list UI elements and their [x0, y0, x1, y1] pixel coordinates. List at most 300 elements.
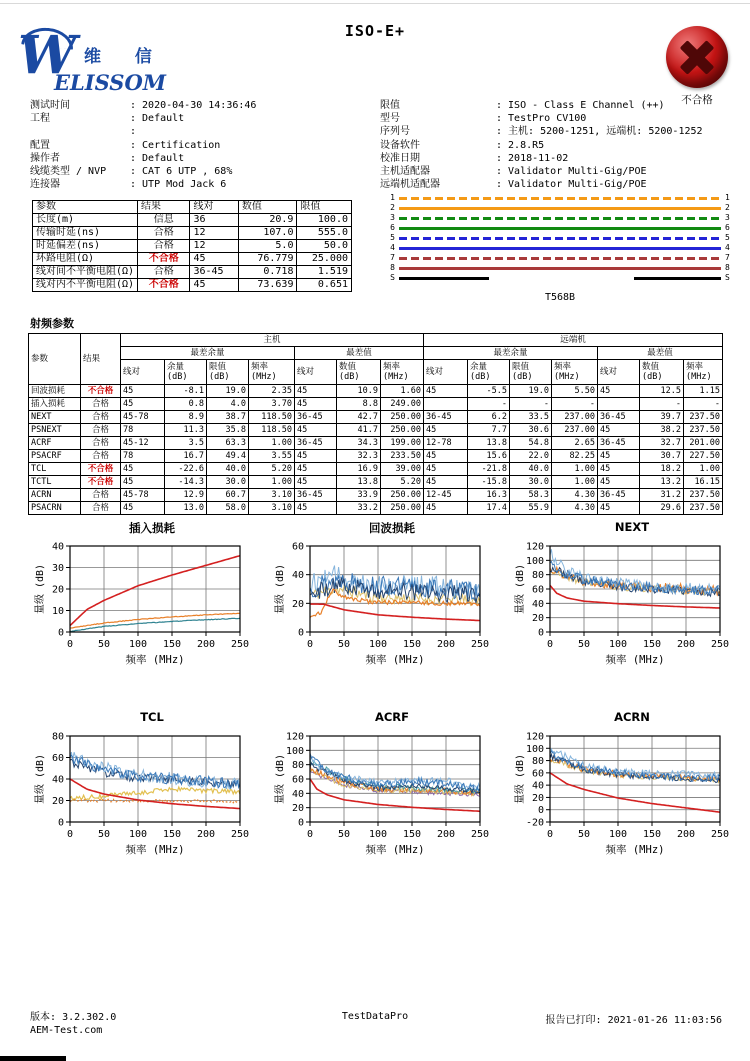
result-cell: 不合格 — [137, 279, 189, 292]
num-cell: 13.0 — [165, 502, 207, 515]
pin-label-left: 1 — [390, 193, 395, 202]
num-cell: 33.5 — [510, 411, 552, 424]
rf-col-header: 频率 (MHz) — [552, 360, 598, 385]
pair-cell: 45-78 — [121, 489, 165, 502]
pin-label-left: S — [390, 273, 395, 282]
x-tick-label: 0 — [66, 639, 74, 650]
result-cell: 不合格 — [81, 476, 121, 489]
num-cell: 1.00 — [249, 476, 295, 489]
result-cell: 合格 — [137, 227, 189, 240]
info-value: : Validator Multi-Gig/POE — [496, 179, 647, 191]
num-cell: 0.8 — [165, 398, 207, 411]
info-value: : UTP Mod Jack 6 — [130, 179, 227, 191]
rf-col-header: 余量 (dB) — [165, 360, 207, 385]
chart-title: 回波损耗 — [369, 521, 415, 535]
param-cell: NEXT — [29, 411, 81, 424]
x-tick-label: 250 — [470, 829, 490, 840]
y-axis-label: 量级 (dB) — [515, 563, 526, 615]
test-info-right — [380, 99, 703, 191]
value-cell: 76.779 — [238, 253, 297, 266]
pair-cell: 45 — [598, 424, 640, 437]
num-cell: 18.2 — [640, 463, 684, 476]
x-tick-label: 50 — [97, 639, 111, 650]
pair-cell: 45 — [424, 450, 468, 463]
pin-label-left: 4 — [390, 243, 395, 252]
rf-group-header: 远端机 — [424, 334, 723, 347]
x-axis-label: 频率 (MHz) — [125, 844, 185, 856]
pair-cell — [424, 398, 468, 411]
limit-cell: 1.519 — [297, 266, 352, 279]
pin-label-left: 3 — [390, 213, 395, 222]
pin-label-right: 1 — [725, 193, 730, 202]
num-cell: 1.00 — [552, 476, 598, 489]
footer-app-name: TestDataPro — [341, 1011, 409, 1022]
result-cell: 合格 — [81, 450, 121, 463]
info-row — [30, 165, 256, 178]
x-tick-label: 200 — [676, 639, 696, 650]
x-axis-label: 频率 (MHz) — [605, 654, 665, 666]
info-value: : TestPro CV100 — [496, 113, 587, 125]
pair-cell: 78 — [121, 424, 165, 437]
num-cell: 29.6 — [640, 502, 684, 515]
chart-acrf — [274, 710, 510, 862]
num-cell: 1.00 — [249, 437, 295, 450]
info-value: : Default — [130, 113, 185, 125]
summary-header-row — [33, 201, 352, 214]
param-cell: 线对间不平衡电阻(Ω) — [33, 266, 138, 279]
footer-printed — [546, 1011, 722, 1026]
series-group — [310, 753, 480, 811]
x-tick-label: 50 — [337, 829, 351, 840]
y-tick-label: 60 — [531, 584, 544, 596]
param-cell: PSACRN — [29, 502, 81, 515]
num-cell: 249.00 — [381, 398, 424, 411]
pin-label-right: 5 — [725, 233, 730, 242]
table-row — [29, 437, 723, 450]
y-tick-label: 100 — [525, 555, 544, 567]
num-cell: 7.7 — [468, 424, 510, 437]
pin-label-right: 3 — [725, 213, 730, 222]
num-cell: 1.00 — [684, 463, 723, 476]
y-tick-label: 80 — [291, 760, 304, 772]
num-cell: - — [510, 398, 552, 411]
logo-chinese-name: 维 信 — [84, 47, 166, 67]
y-tick-label: 120 — [525, 731, 544, 743]
x-tick-label: 100 — [128, 829, 148, 840]
pair-cell: 12 — [190, 240, 238, 253]
info-label: 测试时间 — [30, 100, 70, 111]
logo-w-mark: W — [18, 25, 77, 86]
wiremap-row — [384, 223, 736, 233]
table-row — [33, 266, 352, 279]
pair-cell: 45 — [598, 476, 640, 489]
num-cell: -5.5 — [468, 385, 510, 398]
param-cell: 插入损耗 — [29, 398, 81, 411]
info-row — [30, 152, 256, 165]
info-row — [380, 139, 703, 152]
summary-col-header: 限值 — [297, 201, 352, 214]
pair-cell: 45 — [121, 463, 165, 476]
num-cell: 11.3 — [165, 424, 207, 437]
series-measured-7 — [310, 753, 480, 792]
x-tick-label: 150 — [162, 829, 182, 840]
x-tick-label: 50 — [577, 829, 591, 840]
pair-cell: 45 — [424, 424, 468, 437]
info-value: : Default — [130, 152, 185, 164]
pair-cell: 36 — [190, 214, 238, 227]
rf-col-header: 线对 — [121, 360, 165, 385]
x-tick-label: 250 — [710, 639, 730, 650]
num-cell: 12.5 — [640, 385, 684, 398]
wire-line-3 — [399, 217, 721, 220]
info-row — [30, 112, 256, 125]
wiremap-row — [384, 263, 736, 273]
chart-title: ACRF — [374, 710, 410, 724]
table-row — [33, 279, 352, 292]
num-cell: 237.50 — [684, 489, 723, 502]
pair-cell: 45 — [295, 385, 337, 398]
num-cell: 237.50 — [684, 424, 723, 437]
y-tick-label: 40 — [291, 788, 304, 800]
wiremap-diagram — [384, 193, 736, 303]
num-cell: 16.7 — [165, 450, 207, 463]
pair-cell: 36-45 — [295, 437, 337, 450]
rf-subgroup-worst-value: 最差值 — [598, 347, 723, 360]
table-row — [29, 385, 723, 398]
num-cell: -21.8 — [468, 463, 510, 476]
info-row — [30, 99, 256, 112]
x-tick-label: 50 — [337, 639, 351, 650]
num-cell: -14.3 — [165, 476, 207, 489]
y-tick-label: 0 — [57, 817, 64, 829]
y-tick-label: 40 — [51, 774, 64, 786]
y-axis-label: 量级 (dB) — [275, 563, 286, 615]
param-cell: 线对内不平衡电阻(Ω) — [33, 279, 138, 292]
info-value: : 2018-11-02 — [496, 152, 569, 164]
num-cell: 13.8 — [337, 476, 381, 489]
param-cell: ACRF — [29, 437, 81, 450]
table-row — [29, 502, 723, 515]
num-cell: -22.6 — [165, 463, 207, 476]
pair-cell: 45 — [121, 502, 165, 515]
x-tick-label: 150 — [402, 639, 422, 650]
info-row — [30, 125, 256, 138]
param-cell: 回波损耗 — [29, 385, 81, 398]
pin-label-right: S — [725, 273, 730, 282]
y-tick-label: 120 — [525, 541, 544, 553]
y-tick-label: 20 — [291, 803, 304, 815]
chart-plot — [34, 725, 270, 861]
wire-line-6 — [399, 227, 721, 230]
num-cell: 6.2 — [468, 411, 510, 424]
num-cell: 2.65 — [552, 437, 598, 450]
num-cell: 30.6 — [510, 424, 552, 437]
rf-col-result: 结果 — [81, 334, 121, 385]
logo-english-name: ELISSOM — [54, 70, 167, 95]
num-cell: 250.00 — [381, 489, 424, 502]
y-axis-label: 量级 (dB) — [35, 563, 46, 615]
num-cell: 5.50 — [552, 385, 598, 398]
series-measured-1 — [70, 613, 240, 628]
y-tick-label: 80 — [51, 731, 64, 743]
x-axis-label: 频率 (MHz) — [365, 654, 425, 666]
info-row — [30, 178, 256, 191]
wire-line-2 — [399, 207, 721, 210]
wiremap-row — [384, 233, 736, 243]
printed-label: 报告已打印: — [545, 1015, 602, 1026]
num-cell: -15.8 — [468, 476, 510, 489]
rf-col-header: 频率 (MHz) — [249, 360, 295, 385]
chart-title: TCL — [140, 710, 164, 724]
num-cell: 63.3 — [207, 437, 249, 450]
summary-col-header: 线对 — [190, 201, 238, 214]
value-cell: 73.639 — [238, 279, 297, 292]
param-cell: TCL — [29, 463, 81, 476]
pair-cell: 45 — [598, 502, 640, 515]
num-cell: 199.00 — [381, 437, 424, 450]
pair-cell: 45 — [598, 385, 640, 398]
pair-cell: 45 — [424, 502, 468, 515]
rf-col-header: 数值 (dB) — [337, 360, 381, 385]
rf-col-header: 线对 — [424, 360, 468, 385]
num-cell: 5.20 — [249, 463, 295, 476]
chart-return-loss — [274, 520, 510, 672]
info-label: 连接器 — [30, 179, 60, 191]
num-cell: - — [552, 398, 598, 411]
result-cell: 合格 — [81, 489, 121, 502]
table-row — [29, 450, 723, 463]
result-badge — [663, 26, 731, 107]
pair-cell: 45 — [295, 463, 337, 476]
result-cell: 不合格 — [81, 463, 121, 476]
y-tick-label: 0 — [297, 817, 304, 829]
test-info-left — [30, 99, 256, 191]
info-row — [380, 125, 703, 138]
num-cell: 16.15 — [684, 476, 723, 489]
wire-line-4 — [399, 247, 721, 250]
num-cell: 38.7 — [207, 411, 249, 424]
x-axis-label: 频率 (MHz) — [365, 844, 425, 856]
x-axis-label: 频率 (MHz) — [125, 654, 185, 666]
fail-x-icon — [666, 26, 728, 88]
rf-header-row-1 — [29, 334, 723, 347]
limit-cell: 50.0 — [297, 240, 352, 253]
num-cell: 30.0 — [207, 476, 249, 489]
param-cell: 环路电阻(Ω) — [33, 253, 138, 266]
num-cell: 40.0 — [510, 463, 552, 476]
num-cell: 15.6 — [468, 450, 510, 463]
pair-cell: 45 — [190, 279, 238, 292]
y-tick-label: 20 — [531, 792, 544, 804]
y-tick-label: 40 — [531, 598, 544, 610]
vendor-site: AEM-Test.com — [30, 1025, 103, 1036]
limit-cell: 100.0 — [297, 214, 352, 227]
value-cell: 0.718 — [238, 266, 297, 279]
chart-plot — [274, 725, 510, 861]
y-tick-label: 40 — [291, 570, 304, 582]
chart-title: NEXT — [614, 520, 650, 534]
value-cell: 5.0 — [238, 240, 297, 253]
info-row — [380, 152, 703, 165]
pair-cell: 45 — [295, 450, 337, 463]
num-cell: 2.35 — [249, 385, 295, 398]
pair-cell: 78 — [121, 450, 165, 463]
num-cell: 17.4 — [468, 502, 510, 515]
y-tick-label: 100 — [285, 745, 304, 757]
y-tick-label: 20 — [51, 584, 64, 596]
info-label: 限值 — [380, 100, 400, 111]
y-tick-label: 60 — [291, 774, 304, 786]
rf-subgroup-worst-value: 最差值 — [295, 347, 424, 360]
x-tick-label: 100 — [608, 829, 628, 840]
x-tick-label: 0 — [546, 639, 554, 650]
pin-label-left: 8 — [390, 263, 395, 272]
x-tick-label: 0 — [306, 639, 314, 650]
chart-plot — [514, 535, 750, 671]
num-cell: 55.9 — [510, 502, 552, 515]
table-row — [33, 240, 352, 253]
num-cell: 16.3 — [468, 489, 510, 502]
pin-label-left: 2 — [390, 203, 395, 212]
rf-col-header: 余量 (dB) — [468, 360, 510, 385]
num-cell: 19.0 — [207, 385, 249, 398]
num-cell: 33.2 — [337, 502, 381, 515]
info-label: 配置 — [30, 139, 50, 151]
num-cell: 3.10 — [249, 502, 295, 515]
num-cell: 233.50 — [381, 450, 424, 463]
param-cell: 长度(m) — [33, 214, 138, 227]
table-row — [29, 476, 723, 489]
pin-label-left: 6 — [390, 223, 395, 232]
result-cell: 合格 — [137, 266, 189, 279]
pair-cell: 36-45 — [295, 411, 337, 424]
pair-cell: 45 — [424, 476, 468, 489]
series-measured-5 — [310, 763, 480, 793]
x-tick-label: 150 — [642, 639, 662, 650]
x-tick-label: 250 — [710, 829, 730, 840]
wiremap-row — [384, 193, 736, 203]
table-row — [29, 398, 723, 411]
num-cell: 8.8 — [337, 398, 381, 411]
series-limit-line — [70, 556, 240, 626]
pair-cell: 45-12 — [121, 437, 165, 450]
num-cell: 237.50 — [684, 502, 723, 515]
chart-title: 插入损耗 — [129, 521, 175, 535]
pair-cell: 36-45 — [598, 437, 640, 450]
num-cell: 8.9 — [165, 411, 207, 424]
x-tick-label: 100 — [128, 639, 148, 650]
x-tick-label: 200 — [436, 829, 456, 840]
param-cell: ACRN — [29, 489, 81, 502]
pair-cell: 45 — [295, 398, 337, 411]
num-cell: 237.00 — [552, 411, 598, 424]
x-tick-label: 150 — [162, 639, 182, 650]
y-tick-label: 30 — [51, 563, 64, 574]
pair-cell: 12-45 — [424, 489, 468, 502]
rf-col-header: 数值 (dB) — [640, 360, 684, 385]
num-cell: 4.30 — [552, 489, 598, 502]
num-cell: 33.9 — [337, 489, 381, 502]
summary-col-header: 数值 — [238, 201, 297, 214]
info-label: 远端机适配器 — [380, 179, 440, 191]
y-tick-label: 40 — [531, 780, 544, 792]
series-group — [550, 549, 720, 608]
wire-line-8 — [399, 267, 721, 270]
num-cell: 237.50 — [684, 411, 723, 424]
info-row — [380, 165, 703, 178]
info-label: 线缆类型 / NVP — [30, 166, 107, 178]
pair-cell: 45 — [190, 253, 238, 266]
info-value: : — [130, 126, 143, 138]
rf-parameters-table — [28, 333, 723, 515]
pair-cell: 36-45 — [598, 411, 640, 424]
series-measured-4 — [70, 787, 240, 800]
table-row — [29, 411, 723, 424]
num-cell: 54.8 — [510, 437, 552, 450]
table-row — [29, 424, 723, 437]
pin-label-right: 8 — [725, 263, 730, 272]
pin-label-right: 7 — [725, 253, 730, 262]
y-tick-label: 20 — [291, 598, 304, 610]
summary-col-header: 结果 — [137, 201, 189, 214]
num-cell: 1.00 — [552, 463, 598, 476]
value-cell: 20.9 — [238, 214, 297, 227]
value-cell: 107.0 — [238, 227, 297, 240]
num-cell: 58.3 — [510, 489, 552, 502]
pair-cell: 36-45 — [598, 489, 640, 502]
table-row — [29, 489, 723, 502]
num-cell: 4.30 — [552, 502, 598, 515]
table-row — [29, 463, 723, 476]
x-tick-label: 50 — [577, 639, 591, 650]
summary-results-table — [32, 200, 352, 292]
num-cell: 13.2 — [640, 476, 684, 489]
x-tick-label: 150 — [642, 829, 662, 840]
num-cell: 10.9 — [337, 385, 381, 398]
pin-label-left: 7 — [390, 253, 395, 262]
page-title: ISO-E+ — [344, 22, 406, 40]
y-axis-label: 量级 (dB) — [275, 753, 286, 805]
table-row — [33, 227, 352, 240]
y-tick-label: 100 — [525, 743, 544, 755]
y-tick-label: 60 — [531, 768, 544, 780]
num-cell: 3.5 — [165, 437, 207, 450]
brand-logo — [18, 25, 188, 102]
wiremap-row — [384, 243, 736, 253]
num-cell: 30.0 — [510, 476, 552, 489]
x-tick-label: 200 — [196, 639, 216, 650]
x-tick-label: 250 — [230, 639, 250, 650]
y-tick-label: 40 — [51, 541, 64, 553]
param-cell: TCTL — [29, 476, 81, 489]
y-tick-label: 0 — [297, 627, 304, 639]
num-cell: -8.1 — [165, 385, 207, 398]
series-group — [310, 566, 480, 621]
num-cell: 237.00 — [552, 424, 598, 437]
num-cell: 227.50 — [684, 450, 723, 463]
num-cell: - — [640, 398, 684, 411]
x-tick-label: 0 — [546, 829, 554, 840]
limit-cell: 555.0 — [297, 227, 352, 240]
x-tick-label: 250 — [470, 639, 490, 650]
result-cell: 合格 — [81, 437, 121, 450]
summary-col-header: 参数 — [33, 201, 138, 214]
wire-line-S — [399, 277, 721, 280]
info-value: : 2020-04-30 14:36:46 — [130, 100, 257, 111]
num-cell: 30.7 — [640, 450, 684, 463]
pair-cell — [598, 398, 640, 411]
x-tick-label: 0 — [306, 829, 314, 840]
